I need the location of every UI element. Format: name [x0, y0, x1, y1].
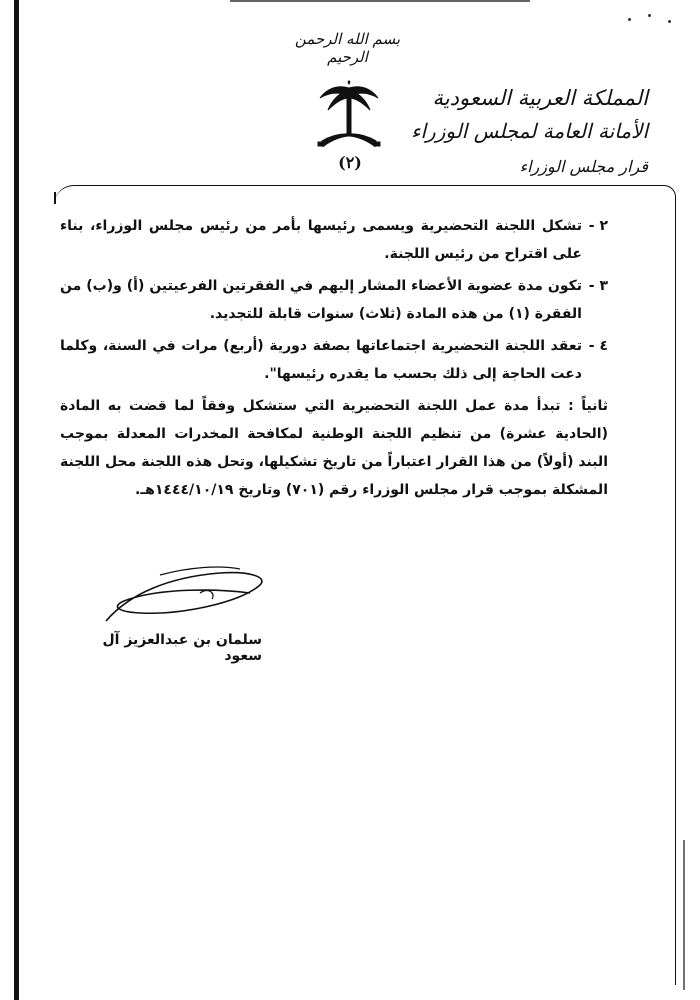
page-frame-corner [54, 192, 56, 204]
item-number: ٤ - [588, 338, 608, 354]
item-text: تعقد اللجنة التحضيرية اجتماعاتها بصفة دورية (أربع) مرات في السنة، وكلما دعت الحاجة إلى ذلك بحسب ما يقدره رئيسها". [60, 338, 582, 382]
second-clause: ثانياً : تبدأ مدة عمل اللجنة التحضيرية التي ستشكل وفقاً لما قضت به المادة (الحادية عشرة) من تنظيم اللجنة الوطنية لمكافحة المخدرات المعدلة بموجب البند (أولاً) من هذا القرار اعتباراً من تاريخ تشكيلها، وتحل هذه اللجنة محل اللجنة المشكلة بموجب قرار مجلس الوزراء رقم (٧٠١) وتاريخ ١٤٤٤/١٠/١٩هـ. [60, 398, 608, 498]
decision-body [60, 212, 608, 504]
document-type: قرار مجلس الوزراء [519, 157, 648, 176]
item-text: تكون مدة عضوية الأعضاء المشار إليهم في الفقرتين الفرعيتين (أ) و(ب) من الفقرة (١) من هذه المادة (ثلاث) سنوات قابلة للتجديد. [60, 278, 582, 322]
page-number: (٢) [338, 153, 362, 172]
scan-right-mark [683, 840, 685, 990]
list-item [60, 272, 608, 328]
scan-edge-bar [14, 0, 19, 1000]
kingdom-name: المملكة العربية السعودية [432, 86, 648, 110]
list-item [60, 212, 608, 268]
scan-top-line [230, 0, 530, 2]
secretariat-name: الأمانة العامة لمجلس الوزراء [411, 119, 648, 143]
scan-speck [628, 18, 631, 21]
scan-speck [648, 14, 651, 17]
item-number: ٣ - [588, 278, 608, 294]
palm-swords-emblem-icon [316, 80, 382, 160]
letterhead-header [408, 82, 648, 182]
signer-name: سلمان بن عبدالعزيز آل سعود [102, 632, 262, 664]
scan-speck [668, 20, 671, 23]
basmala: بسم الله الرحمن الرحيم [294, 30, 401, 66]
item-number: ٢ - [588, 218, 608, 234]
list-item [60, 332, 608, 388]
handwritten-signature [100, 563, 270, 633]
item-text: تشكل اللجنة التحضيرية ويسمى رئيسها بأمر من رئيس مجلس الوزراء، بناء على اقتراح من رئيس اللجنة. [60, 218, 582, 262]
